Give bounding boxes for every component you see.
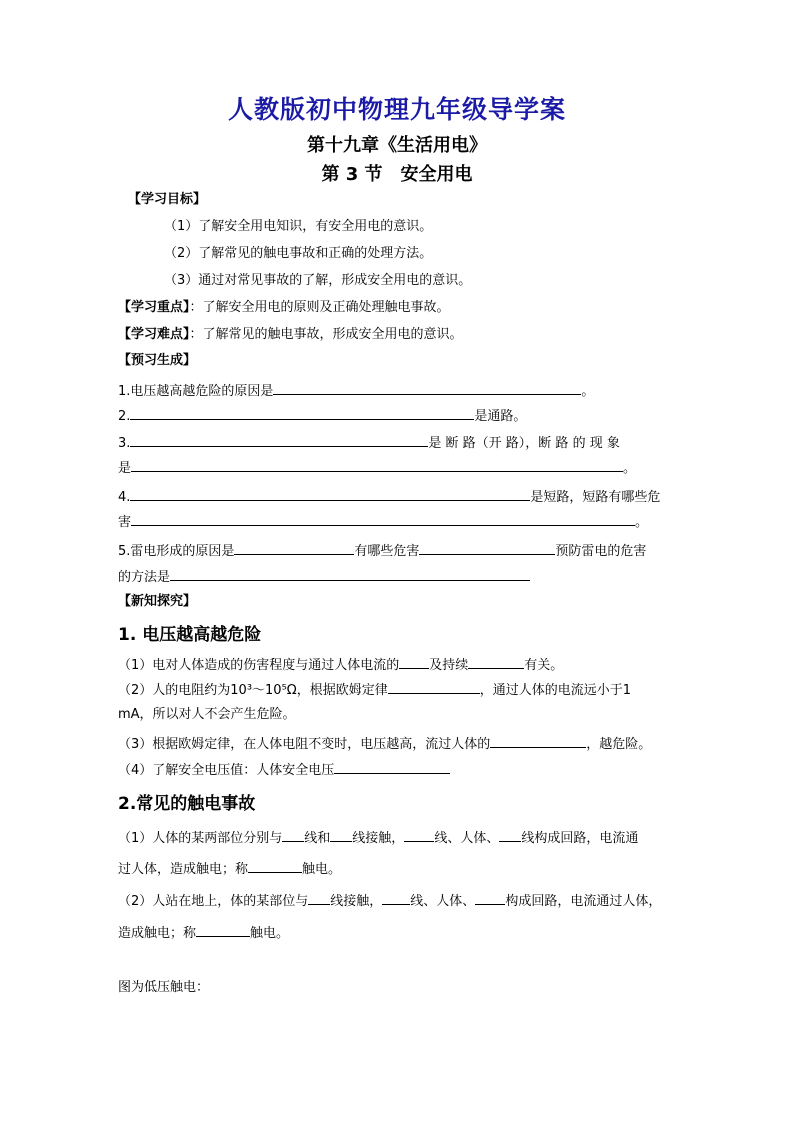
s2-line-2-cont xyxy=(118,922,289,944)
difficulty-text: ：了解常见的触电事故，形成安全用电的意识。 xyxy=(189,327,463,342)
s1-l2-text-b: ，通过人体的电流远小于1 xyxy=(479,683,631,698)
objective-item: （2）了解常见的触电事故和正确的处理方法。 xyxy=(164,246,433,261)
q2-text: 是通路。 xyxy=(474,409,527,424)
chapter-title: 第十九章《生活用电》 xyxy=(307,135,487,156)
figure-caption: 图为低压触电： xyxy=(118,980,210,995)
q4-end: 。 xyxy=(635,515,649,530)
q1-blank[interactable] xyxy=(273,380,581,395)
difficulty-line xyxy=(118,325,463,345)
preview-q3-cont xyxy=(118,457,636,479)
objective-item: （3）通过对常见事故的了解，形成安全用电的意识。 xyxy=(164,273,472,288)
s1-line-4 xyxy=(118,759,450,781)
preview-heading: 【预习生成】 xyxy=(118,353,197,368)
s1-line-2 xyxy=(118,679,631,701)
s1-l3-blank[interactable] xyxy=(490,733,586,748)
s2-l2-blank-3[interactable] xyxy=(475,890,505,905)
s2-l1-text-g: 触电。 xyxy=(302,862,342,877)
s2-l2-text-d: 构成回路，电流通过人体， xyxy=(505,894,662,909)
s1-line-1 xyxy=(118,654,563,676)
q3-num: 3. xyxy=(118,436,131,451)
preview-q2 xyxy=(118,405,526,427)
s2-l2-text-f: 触电。 xyxy=(250,926,290,941)
s2-l2-text-b: 线接触， xyxy=(330,894,383,909)
q5-text-c: 预防雷电的危害 xyxy=(555,544,647,559)
s2-l1-blank-5[interactable] xyxy=(248,858,302,873)
s2-l1-text-b: 线和 xyxy=(304,831,331,846)
section-title: 第 3 节 安全用电 xyxy=(321,164,473,185)
s2-l1-blank-4[interactable] xyxy=(499,827,521,842)
q1-text: 1.电压越高越危险的原因是 xyxy=(118,384,274,399)
preview-q4-cont xyxy=(118,511,648,533)
s1-l4-blank[interactable] xyxy=(334,759,450,774)
s2-l1-text-e: 线构成回路，电流通 xyxy=(521,831,639,846)
s1-l4-text: （4）了解安全电压值：人体安全电压 xyxy=(118,763,335,778)
s1-l3-text-a: （3）根据欧姆定律，在人体电阻不变时，电压越高，流过人体的 xyxy=(118,737,491,752)
s2-l2-blank-2[interactable] xyxy=(382,890,410,905)
q4-blank[interactable] xyxy=(130,486,530,501)
q1-end: 。 xyxy=(581,384,595,399)
s2-l1-text-a: （1）人体的某两部位分别与 xyxy=(118,831,283,846)
s2-l1-text-f: 过人体，造成触电；称 xyxy=(118,862,249,877)
s2-l2-blank-1[interactable] xyxy=(308,890,330,905)
q3-blank[interactable] xyxy=(130,432,428,447)
s2-l1-blank-1[interactable] xyxy=(282,827,304,842)
objectives-heading: 【学习目标】 xyxy=(128,192,207,207)
preview-q5-cont xyxy=(118,566,530,588)
q2-num: 2. xyxy=(118,409,131,424)
s1-l1-text-c: 有关。 xyxy=(524,658,564,673)
preview-q4 xyxy=(118,486,660,508)
q3-text: 是 断 路（开 路），断 路 的 现 象 xyxy=(428,436,620,451)
q3-end: 。 xyxy=(623,461,637,476)
s1-line-2-cont: mA，所以对人不会产生危险。 xyxy=(118,707,296,722)
s2-l2-blank-4[interactable] xyxy=(196,922,250,937)
preview-q5 xyxy=(118,540,646,562)
s1-l1-text-b: 及持续 xyxy=(429,658,469,673)
s1-l2-text-a: （2）人的电阻约为10³～10⁵Ω，根据欧姆定律 xyxy=(118,683,388,698)
s2-line-2 xyxy=(118,890,661,912)
q4-num: 4. xyxy=(118,490,131,505)
s2-l2-text-a: （2）人站在地上，体的某部位与 xyxy=(118,894,309,909)
q4-blank-2[interactable] xyxy=(131,511,635,526)
s1-l2-blank[interactable] xyxy=(388,679,480,694)
section-1-title: 1. 电压越高越危险 xyxy=(118,625,262,645)
s2-l1-text-d: 线、人体、 xyxy=(434,831,500,846)
s2-line-1 xyxy=(118,827,638,849)
q5-text-b: 有哪些危害 xyxy=(354,544,420,559)
preview-q1 xyxy=(118,380,594,402)
s1-l3-text-b: ，越危险。 xyxy=(586,737,652,752)
s2-l1-text-c: 线接触， xyxy=(352,831,405,846)
objective-item: （1）了解安全用电知识，有安全用电的意识。 xyxy=(164,219,433,234)
q3-cont-text: 是 xyxy=(118,461,132,476)
section-2-title: 2.常见的触电事故 xyxy=(118,794,256,814)
s1-l1-blank-2[interactable] xyxy=(468,654,524,669)
q4-text: 是短路，短路有哪些危 xyxy=(530,490,661,505)
q5-text-a: 5.雷电形成的原因是 xyxy=(118,544,235,559)
focus-text: ：了解安全用电的原则及正确处理触电事故。 xyxy=(189,300,450,315)
s2-l2-text-e: 造成触电；称 xyxy=(118,926,197,941)
s2-l1-blank-2[interactable] xyxy=(330,827,352,842)
page-title: 人教版初中物理九年级导学案 xyxy=(227,95,566,124)
s2-line-1-cont xyxy=(118,858,341,880)
q5-blank-2[interactable] xyxy=(419,540,555,555)
difficulty-label: 【学习难点】 xyxy=(118,327,190,342)
q5-blank-3[interactable] xyxy=(170,566,530,581)
explore-heading: 【新知探究】 xyxy=(118,594,197,609)
q3-blank-2[interactable] xyxy=(131,457,623,472)
s1-l1-text-a: （1）电对人体造成的伤害程度与通过人体电流的 xyxy=(118,658,400,673)
focus-label: 【学习重点】 xyxy=(118,300,190,315)
s2-l1-blank-3[interactable] xyxy=(404,827,434,842)
s1-line-3 xyxy=(118,733,651,755)
q2-blank[interactable] xyxy=(130,405,474,420)
q4-cont-text: 害 xyxy=(118,515,132,530)
focus-line xyxy=(118,298,450,318)
s2-l2-text-c: 线、人体、 xyxy=(410,894,476,909)
q5-text-d: 的方法是 xyxy=(118,570,171,585)
s1-l1-blank-1[interactable] xyxy=(399,654,429,669)
preview-q3 xyxy=(118,432,620,454)
q5-blank-1[interactable] xyxy=(234,540,354,555)
